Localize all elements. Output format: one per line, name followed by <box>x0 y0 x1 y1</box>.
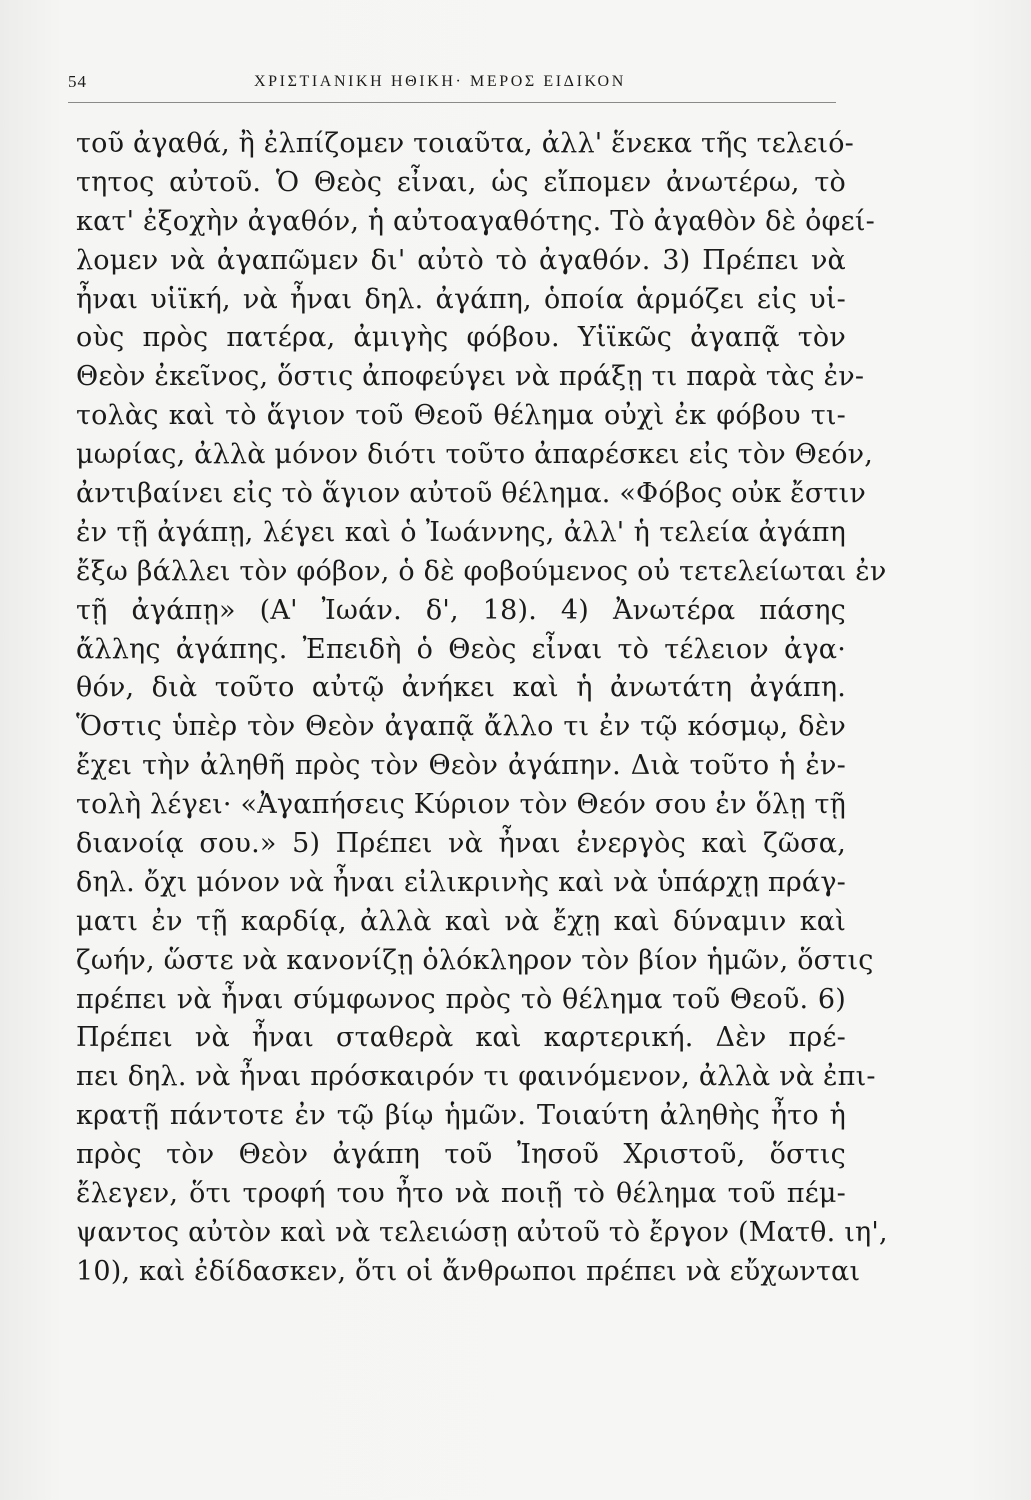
text-line: ψαντος αὐτὸν καὶ νὰ τελειώσῃ αὐτοῦ τὸ ἔργον (Ματθ. ιη', <box>76 1216 888 1248</box>
text-line: ἔξω βάλλει τὸν φόβον, ὁ δὲ φοβούμενος οὐ τετελείωται ἐν <box>76 555 887 587</box>
running-head: ΧΡΙΣΤΙΑΝΙΚΗ ΗΘΙΚΗ· ΜΕΡΟΣ ΕΙΔΙΚΟΝ <box>254 73 626 90</box>
text-line: ἀντιβαίνει εἰς τὸ ἅγιον αὐτοῦ θέλημα. «Φόβος οὐκ ἔστιν <box>76 478 867 510</box>
text-line: τῇ ἀγάπῃ» (Α' Ἰωάν. δ', 18). 4) Ἀνωτέρα πάσης <box>76 594 846 626</box>
text-line: κρατῇ πάντοτε ἐν τῷ βίῳ ἡμῶν. Τοιαύτη ἀληθὴς ἦτο ἡ <box>76 1100 846 1132</box>
text-line: λομεν νὰ ἀγαπῶμεν δι' αὐτὸ τὸ ἀγαθόν. 3) Πρέπει νὰ <box>76 244 846 276</box>
text-line: Θεὸν ἐκεῖνος, ὅστις ἀποφεύγει νὰ πράξῃ τι παρὰ τὰς ἐν- <box>76 361 865 393</box>
text-line: ἔχει τὴν ἀληθῆ πρὸς τὸν Θεὸν ἀγάπην. Διὰ τοῦτο ἡ ἐν- <box>76 750 846 782</box>
text-line: ματι ἐν τῇ καρδίᾳ, ἀλλὰ καὶ νὰ ἔχῃ καὶ δύναμιν καὶ <box>76 905 846 937</box>
text-line: ἔλεγεν, ὅτι τροφή του ἦτο νὰ ποιῇ τὸ θέλημα τοῦ πέμ- <box>76 1178 846 1210</box>
text-line: πρὸς τὸν Θεὸν ἀγάπη τοῦ Ἰησοῦ Χριστοῦ, ὅστις <box>76 1139 846 1171</box>
page-header <box>68 72 836 100</box>
text-line: 10), καὶ ἐδίδασκεν, ὅτι οἱ ἄνθρωποι πρέπει νὰ εὔχωνται <box>76 1255 861 1287</box>
text-line: κατ' ἐξοχὴν ἀγαθόν, ἡ αὐτοαγαθότης. Τὸ ἀγαθὸν δὲ ὀφεί- <box>76 205 875 237</box>
body-text <box>76 125 888 1292</box>
text-line: τολὴ λέγει· «Ἀγαπήσεις Κύριον τὸν Θεόν σου ἐν ὅλῃ τῇ <box>76 789 846 821</box>
text-line: οὺς πρὸς πατέρα, ἀμιγὴς φόβου. Υἱϊκῶς ἀγαπᾷ τὸν <box>76 322 846 354</box>
text-line: ἄλλης ἀγάπης. Ἐπειδὴ ὁ Θεὸς εἶναι τὸ τέλειον ἀγα· <box>76 633 846 665</box>
text-line: Πρέπει νὰ ἦναι σταθερὰ καὶ καρτερική. Δὲν πρέ- <box>76 1022 846 1054</box>
page-number: 54 <box>68 72 87 91</box>
text-line: πρέπει νὰ ἦναι σύμφωνος πρὸς τὸ θέλημα τοῦ Θεοῦ. 6) <box>76 983 846 1015</box>
text-line: θόν, διὰ τοῦτο αὐτῷ ἀνήκει καὶ ἡ ἀνωτάτη ἀγάπη. <box>76 672 846 704</box>
header-rule <box>68 102 836 103</box>
text-line: μωρίας, ἀλλὰ μόνον διότι τοῦτο ἀπαρέσκει εἰς τὸν Θεόν, <box>76 439 874 471</box>
text-line: τοῦ ἀγαθά, ἢ ἐλπίζομεν τοιαῦτα, ἀλλ' ἕνεκα τῆς τελειό- <box>76 128 854 159</box>
text-line: τητος αὐτοῦ. Ὁ Θεὸς εἶναι, ὡς εἴπομεν ἀνωτέρω, τὸ <box>76 166 846 198</box>
text-line: ζωήν, ὥστε νὰ κανονίζῃ ὁλόκληρον τὸν βίον ἡμῶν, ὅστις <box>76 944 874 976</box>
text-line: ἐν τῇ ἀγάπῃ, λέγει καὶ ὁ Ἰωάννης, ἀλλ' ἡ τελεία ἀγάπη <box>76 516 846 548</box>
text-line: δηλ. ὄχι μόνον νὰ ἦναι εἰλικρινὴς καὶ νὰ ὑπάρχῃ πράγ- <box>76 866 846 898</box>
text-line: ἦναι υἱϊκή, νὰ ἦναι δηλ. ἀγάπη, ὁποία ἁρμόζει εἰς υἱ- <box>76 283 846 315</box>
text-line: τολὰς καὶ τὸ ἅγιον τοῦ Θεοῦ θέλημα οὐχὶ ἐκ φόβου τι- <box>76 400 846 432</box>
text-line: διανοίᾳ σου.» 5) Πρέπει νὰ ἦναι ἐνεργὸς καὶ ζῶσα, <box>76 828 846 860</box>
text-line: πει δηλ. νὰ ἦναι πρόσκαιρόν τι φαινόμενον, ἀλλὰ νὰ ἐπι- <box>76 1061 876 1093</box>
text-line: Ὅστις ὑπὲρ τὸν Θεὸν ἀγαπᾷ ἄλλο τι ἐν τῷ κόσμῳ, δὲν <box>76 711 846 743</box>
